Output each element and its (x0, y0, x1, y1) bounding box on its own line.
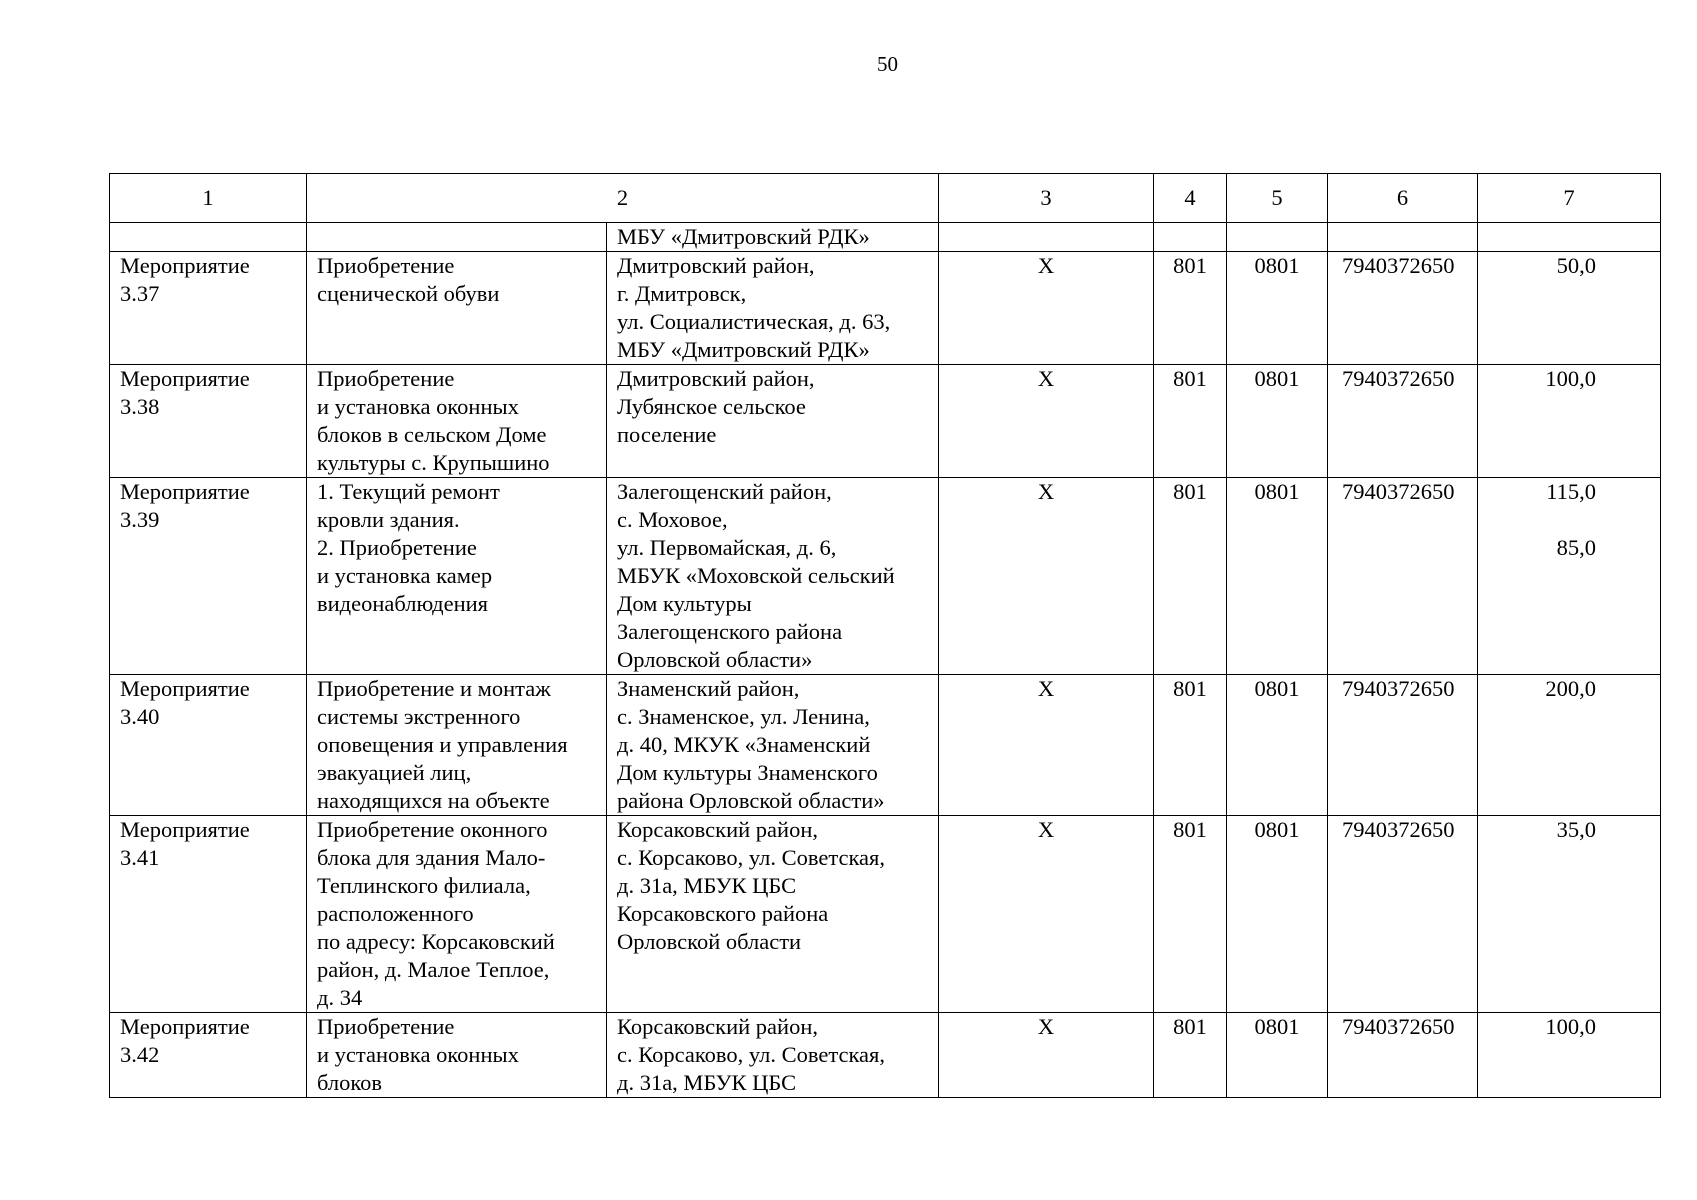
cell-description: Приобретение и монтаж системы экстренного оповещения и управления эвакуацией лиц, находящихся на объекте (307, 675, 607, 816)
cell-place: Знаменский район, с. Знаменское, ул. Ленина, д. 40, МКУК «Знаменский Дом культуры Знаменского района Орловской области» (607, 675, 939, 816)
header-col-2: 2 (307, 174, 939, 223)
cell-c7: 100,0 (1478, 365, 1661, 478)
cell-c4: 801 (1154, 365, 1227, 478)
cell-c5: 0801 (1227, 1013, 1328, 1098)
header-col-6: 6 (1328, 174, 1478, 223)
cell-event: Мероприятие 3.42 (110, 1013, 307, 1098)
table-row (110, 1013, 1661, 1098)
table-row (110, 478, 1661, 675)
cell-c6: 7940372650 (1328, 675, 1478, 816)
cell-c4: 801 (1154, 675, 1227, 816)
cell-place: Корсаковский район, с. Корсаково, ул. Советская, д. 31а, МБУК ЦБС (607, 1013, 939, 1098)
cell-c7: 115,0 85,0 (1478, 478, 1661, 675)
cell-place: Залегощенский район, с. Моховое, ул. Первомайская, д. 6, МБУК «Моховской сельский Дом культуры Залегощенского района Орловской области» (607, 478, 939, 675)
cell-description: Приобретение и установка оконных блоков (307, 1013, 607, 1098)
cell-c5: 0801 (1227, 675, 1328, 816)
cell-description: Приобретение оконного блока для здания Мало- Теплинского филиала, расположенного по адресу: Корсаковский район, д. Малое Теплое, д. 34 (307, 816, 607, 1013)
cell-c6: 7940372650 (1328, 816, 1478, 1013)
cell-description (307, 223, 607, 252)
cell-c4: 801 (1154, 252, 1227, 365)
cell-c5 (1227, 223, 1328, 252)
header-col-7: 7 (1478, 174, 1661, 223)
cell-description: Приобретение и установка оконных блоков в сельском Доме культуры с. Крупышино (307, 365, 607, 478)
cell-description: 1. Текущий ремонт кровли здания. 2. Приобретение и установка камер видеонаблюдения (307, 478, 607, 675)
cell-c3: Х (939, 1013, 1154, 1098)
table-row (110, 252, 1661, 365)
cell-c5: 0801 (1227, 816, 1328, 1013)
cell-place: Дмитровский район, г. Дмитровск, ул. Социалистическая, д. 63, МБУ «Дмитровский РДК» (607, 252, 939, 365)
cell-c4: 801 (1154, 816, 1227, 1013)
cell-c6: 7940372650 (1328, 365, 1478, 478)
cell-c5: 0801 (1227, 478, 1328, 675)
cell-c7: 200,0 (1478, 675, 1661, 816)
cell-c7 (1478, 223, 1661, 252)
table-row (110, 816, 1661, 1013)
cell-c3: Х (939, 252, 1154, 365)
cell-event: Мероприятие 3.39 (110, 478, 307, 675)
header-col-1: 1 (110, 174, 307, 223)
cell-c5: 0801 (1227, 365, 1328, 478)
cell-event: Мероприятие 3.40 (110, 675, 307, 816)
cell-c7: 100,0 (1478, 1013, 1661, 1098)
cell-event: Мероприятие 3.41 (110, 816, 307, 1013)
cell-event: Мероприятие 3.37 (110, 252, 307, 365)
table-row (110, 675, 1661, 816)
header-col-4: 4 (1154, 174, 1227, 223)
cell-c4: 801 (1154, 478, 1227, 675)
cell-event: Мероприятие 3.38 (110, 365, 307, 478)
cell-c3: Х (939, 675, 1154, 816)
cell-place: МБУ «Дмитровский РДК» (607, 223, 939, 252)
cell-c3 (939, 223, 1154, 252)
cell-c7: 35,0 (1478, 816, 1661, 1013)
cell-c3: Х (939, 816, 1154, 1013)
table-row (110, 365, 1661, 478)
cell-c3: Х (939, 478, 1154, 675)
cell-c6: 7940372650 (1328, 478, 1478, 675)
table-header-row (110, 174, 1661, 223)
cell-c6: 7940372650 (1328, 252, 1478, 365)
cell-place: Корсаковский район, с. Корсаково, ул. Советская, д. 31а, МБУК ЦБС Корсаковского района Орловской области (607, 816, 939, 1013)
cell-description: Приобретение сценической обуви (307, 252, 607, 365)
cell-c4 (1154, 223, 1227, 252)
cell-place: Дмитровский район, Лубянское сельское поселение (607, 365, 939, 478)
measures-table (109, 173, 1661, 1098)
header-col-3: 3 (939, 174, 1154, 223)
cell-c7: 50,0 (1478, 252, 1661, 365)
cell-c4: 801 (1154, 1013, 1227, 1098)
cell-c6 (1328, 223, 1478, 252)
cell-event (110, 223, 307, 252)
header-col-5: 5 (1227, 174, 1328, 223)
cell-c3: Х (939, 365, 1154, 478)
page-number: 50 (877, 52, 898, 76)
cell-c6: 7940372650 (1328, 1013, 1478, 1098)
table-row-continuation (110, 223, 1661, 252)
cell-c5: 0801 (1227, 252, 1328, 365)
